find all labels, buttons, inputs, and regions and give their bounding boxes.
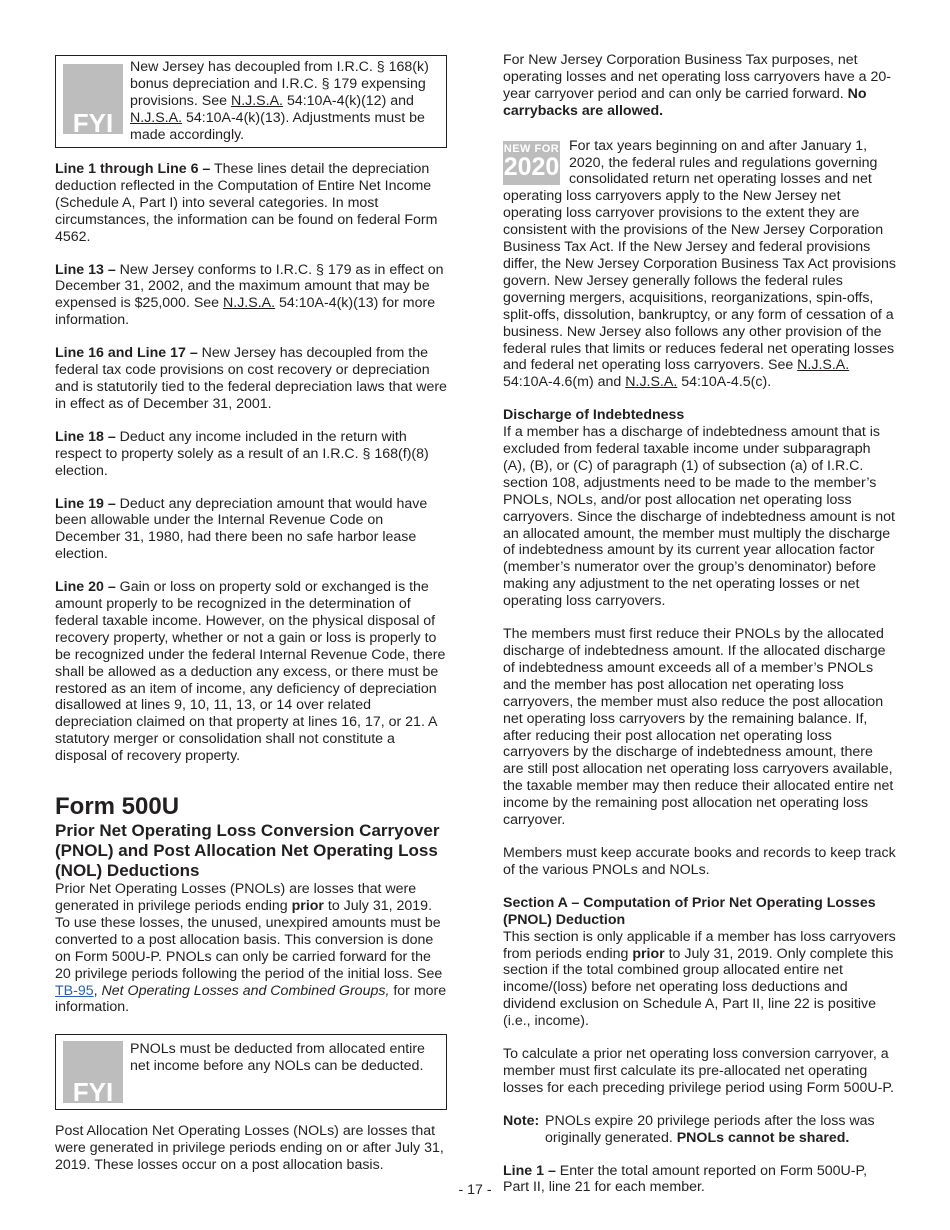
statute-reference: N.J.S.A. xyxy=(797,357,850,374)
link[interactable]: TB-95 xyxy=(55,982,94,999)
text-run: 54:10A-4(k)(12) and xyxy=(283,92,414,109)
text-run: Line 13 – xyxy=(55,261,116,278)
text-run: New Jersey has decoupled from the federal tax code provisions on cost recovery or depreciation and is statutorily tied to the federal depreciation laws that were in effect as of December 31, 2001. xyxy=(55,345,447,412)
form-title: Form 500U xyxy=(55,793,180,821)
discharge-paragraph xyxy=(503,424,896,610)
text-run: PNOLs expire 20 privilege periods after the loss was originally generated. xyxy=(545,1112,875,1146)
reduce-pnols-paragraph xyxy=(503,626,896,829)
text-run: Line 20 – xyxy=(55,579,116,596)
text-run: Line 16 and Line 17 – xyxy=(55,345,198,362)
fyi-text xyxy=(130,1035,438,1075)
section-a-heading: Section A – Computation of Prior Net Operating Losses (PNOL) Deduction xyxy=(503,894,876,928)
fyi-text xyxy=(130,56,438,144)
text-run: to July 31, 2019. To use these losses, the unused, unexpired amounts must be converted to a post allocation basis. This conversion is done on Form 500U-P. PNOLs can only be carried forward for the 20 privilege periods following the period of the initial loss. See xyxy=(55,898,443,982)
text-run: 54:10A-4.6(m) and xyxy=(503,374,626,391)
text-run: PNOLs cannot be shared. xyxy=(676,1129,850,1146)
text-run: To calculate a prior net operating loss conversion carryover, a member must first calculate its pre-allocated net operating losses for each preceding privilege period using Form 500U-P. xyxy=(503,1046,894,1096)
text-run: for more information. xyxy=(55,982,447,1016)
note-text xyxy=(545,1113,896,1147)
badge-line2: 2020 xyxy=(503,152,560,181)
note-label: Note: xyxy=(503,1112,540,1129)
text-run: Line 18 – xyxy=(55,428,116,445)
text-run: Line 1 – xyxy=(503,1162,556,1179)
fyi-callout-2 xyxy=(55,1034,447,1110)
section-a-paragraph xyxy=(503,929,896,1030)
fyi-callout xyxy=(55,55,447,148)
new-for-2020-section xyxy=(503,138,896,392)
text-run: , xyxy=(93,982,102,999)
text-run: Line 19 – xyxy=(55,495,116,512)
form-subtitle: Prior Net Operating Loss Conversion Carryover (PNOL) and Post Allocation Net Operating Loss (NOL) Deductions xyxy=(55,821,440,881)
cbt-paragraph xyxy=(503,52,896,120)
text-run: 54:10A-4(k)(13). Adjustments must be made accordingly. xyxy=(130,109,425,143)
text-run: 54:10A-4.5(c). xyxy=(677,374,772,391)
records-paragraph xyxy=(503,845,896,879)
statute-reference: N.J.S.A. xyxy=(230,92,283,109)
text-run: PNOLs must be deducted from allocated entire net income before any NOLs can be deducted. xyxy=(130,1041,425,1075)
note xyxy=(503,1113,896,1147)
line-1-6-paragraph xyxy=(55,161,447,246)
text-run: New Jersey has decoupled from I.R.C. § 168(k) bonus depreciation and I.R.C. § 179 expensing provisions. See xyxy=(130,59,429,109)
discharge-heading: Discharge of Indebtedness xyxy=(503,407,685,424)
text-run: Members must keep accurate books and records to keep track of the various PNOLs and NOLs. xyxy=(503,844,896,878)
text-run: For New Jersey Corporation Business Tax purposes, net operating losses and net operating loss carryovers have a 20-year carryover period and can only be carried forward. xyxy=(503,52,892,102)
statute-reference: N.J.S.A. xyxy=(625,374,678,391)
text-run: For tax years beginning on and after January 1, 2020, the federal rules and regulations governing consolidated return net operating losses and net operating loss carryovers apply to the New Jersey net operating loss carryover provisions to the extent they are consistent with the provisions of the New Jersey Corporation Business Tax Act. If the New Jersey and federal provisions differ, the New Jersey Corporation Business Tax Act provisions govern. New Jersey generally follows the federal rules governing mergers, acquisitions, reorganizations, spin-offs, split-offs, dissolution, bankruptcy, or any form of cessation of a business. New Jersey also follows any other provision of the federal rules that limits or reduces federal net operating losses and federal net operating loss carryovers. See xyxy=(503,137,896,374)
text-run: Post Allocation Net Operating Losses (NOLs) are losses that were generated in privilege periods ending on or after July 31, 2019. These losses occur on a post allocation basis. xyxy=(55,1123,444,1174)
text-run: If a member has a discharge of indebtedness amount that is excluded from federal taxable income under subparagraph (A), (B), or (C) of paragraph (1) of subsection (a) of I.R.C. section 108, adjustments need to be made to the member’s PNOLs, NOLs, and/or post allocation net operating loss carryovers. Since the discharge of indebtedness amount is not an allocated amount, the member must multiply the discharge of indebtedness amount by its current year allocation factor (member’s numerator over the group’s denominator) before making any adjustment to the net operating losses or net operating loss carryovers. xyxy=(503,424,895,610)
text-run: No carrybacks are allowed. xyxy=(503,85,867,119)
text-run: prior xyxy=(291,898,324,914)
line-13-paragraph xyxy=(55,262,447,330)
text-run: These lines detail the depreciation deduction reflected in the Computation of Entire Net Income (Schedule A, Part I) into several categories. In most circumstances, the information can be found on federal Form 4562. xyxy=(55,161,438,245)
text-run: 54:10A-4(k)(13) for more information. xyxy=(55,295,436,329)
pnol-paragraph xyxy=(55,881,447,1016)
text-run: Prior Net Operating Losses (PNOLs) are losses that were generated in privilege periods ending xyxy=(55,881,417,914)
text-run: Enter the total amount reported on Form 500U-P, Part II, line 21 for each member. xyxy=(503,1162,868,1196)
text-run: Net Operating Losses and Combined Groups, xyxy=(101,982,390,999)
text-run: Deduct any depreciation amount that would have been allowable under the Internal Revenue Code on December 31, 1980, had there been no safe harbor lease election. xyxy=(55,495,428,563)
line-18-paragraph xyxy=(55,429,447,480)
page-number: - 17 - xyxy=(458,1182,492,1198)
line-19-paragraph xyxy=(55,496,447,564)
statute-reference: N.J.S.A. xyxy=(223,295,276,312)
calculate-paragraph xyxy=(503,1046,896,1097)
badge-line1: NEW FOR xyxy=(503,142,560,155)
text-run: The members must first reduce their PNOLs by the allocated discharge of indebtedness amount. If the allocated discharge of indebtedness amount exceeds all of a member’s PNOLs and the member has post allocation net operating loss carryovers, the member must also reduce the post allocation net operating loss carryovers by the remaining balance. If, after reducing their post allocation net operating loss carryovers by the discharge of indebtedness amount, there are still post allocation net operating loss carryovers available, the taxable member may then reduce their allocated entire net income by the remaining post allocation net operating loss carryover. xyxy=(503,626,894,829)
text-run: Line 1 through Line 6 – xyxy=(55,161,211,177)
new-for-2020-icon xyxy=(503,141,560,185)
right-column xyxy=(503,52,896,1212)
text-run: to July 31, 2019. Only complete this section if the total combined group allocated entire net income/(loss) before net operating loss deductions and dividend exclusion on Schedule A, Part II, line 22 is positive (i.e., income). xyxy=(503,945,894,1030)
left-column xyxy=(55,55,447,1190)
fyi-icon: FYI xyxy=(63,64,123,134)
text-run: New Jersey conforms to I.R.C. § 179 as in effect on December 31, 2002, and the maximum amount that may be expensed is $25,000. See xyxy=(55,261,444,312)
line-20-paragraph xyxy=(55,579,447,765)
statute-reference: N.J.S.A. xyxy=(130,109,183,126)
text-run: This section is only applicable if a member has loss carryovers from periods ending xyxy=(503,928,896,962)
text-run: Gain or loss on property sold or exchanged is the amount properly to be recognized in the determination of federal taxable income. However, on the physical disposal of recovery property, whether or not a gain or loss is properly to be recognized under the federal Internal Revenue Code, there shall be allowed as a deduction any excess, or there must be restored as an item of income, any deficiency of depreciation disallowed at lines 9, 10, 11, 13, or 14 over related depreciation claimed on that property at lines 16, 17, or 21. A statutory merger or consolidation shall not constitute a disposal of recovery property. xyxy=(55,579,446,765)
new-rules-paragraph xyxy=(503,138,896,392)
nol-paragraph xyxy=(55,1123,447,1174)
text-run: Deduct any income included in the return with respect to property solely as a result of an I.R.C. § 168(f)(8) election. xyxy=(55,428,429,479)
text-run: prior xyxy=(632,945,665,962)
line-16-17-paragraph xyxy=(55,345,447,413)
fyi-icon: FYI xyxy=(63,1041,123,1103)
